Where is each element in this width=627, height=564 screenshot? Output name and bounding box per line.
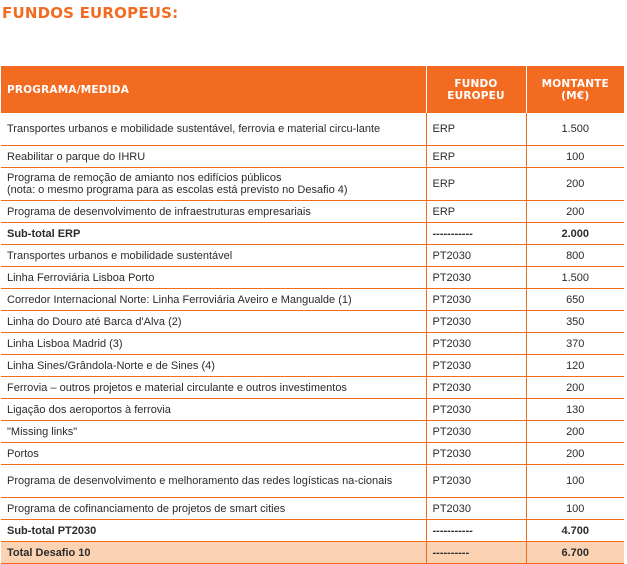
table-row: [1, 333, 624, 355]
montante-cell: 130: [526, 399, 624, 421]
page-title: FUNDOS EUROPEUS:: [2, 4, 179, 22]
montante-cell: 2.000: [526, 223, 624, 245]
programa-cell: Portos: [1, 443, 426, 465]
montante-cell: 1.500: [526, 267, 624, 289]
table-row: [1, 113, 624, 146]
montante-cell: 100: [526, 498, 624, 520]
programa-cell: Total Desafio 10: [1, 542, 426, 564]
total-row: [1, 542, 624, 564]
fundo-cell: PT2030: [426, 465, 526, 498]
fundo-cell: PT2030: [426, 311, 526, 333]
fundo-cell: PT2030: [426, 399, 526, 421]
fundo-cell: PT2030: [426, 443, 526, 465]
programa-cell: Reabilitar o parque do IHRU: [1, 146, 426, 168]
montante-cell: 200: [526, 168, 624, 201]
programa-cell: Sub-total ERP: [1, 223, 426, 245]
montante-cell: 200: [526, 443, 624, 465]
table-row: [1, 355, 624, 377]
table-row: [1, 399, 624, 421]
montante-cell: 100: [526, 465, 624, 498]
montante-cell: 1.500: [526, 113, 624, 146]
fundo-cell: PT2030: [426, 333, 526, 355]
programa-cell: Transportes urbanos e mobilidade sustentável: [1, 245, 426, 267]
table-row: [1, 421, 624, 443]
funds-table: [1, 66, 624, 564]
programa-cell: Linha Sines/Grândola-Norte e de Sines (4): [1, 355, 426, 377]
programa-cell: Corredor Internacional Norte: Linha Ferroviária Aveiro e Mangualde (1): [1, 289, 426, 311]
programa-cell: Linha Ferroviária Lisboa Porto: [1, 267, 426, 289]
table-row: [1, 465, 624, 498]
fundo-cell: PT2030: [426, 498, 526, 520]
montante-cell: 120: [526, 355, 624, 377]
montante-cell: 200: [526, 201, 624, 223]
montante-cell: 370: [526, 333, 624, 355]
montante-cell: 650: [526, 289, 624, 311]
fundo-cell: PT2030: [426, 421, 526, 443]
programa-cell: Ligação dos aeroportos à ferrovia: [1, 399, 426, 421]
fundo-cell: -----------: [426, 223, 526, 245]
programa-cell: Sub-total PT2030: [1, 520, 426, 542]
fundo-cell: ----------: [426, 542, 526, 564]
table-row: [1, 289, 624, 311]
fundo-cell: PT2030: [426, 267, 526, 289]
table-row: [1, 146, 624, 168]
fundo-cell: PT2030: [426, 289, 526, 311]
fundo-cell: PT2030: [426, 377, 526, 399]
programa-cell: "Missing links": [1, 421, 426, 443]
montante-cell: 800: [526, 245, 624, 267]
montante-cell: 200: [526, 421, 624, 443]
header-montante: MONTANTE (M€): [526, 66, 624, 113]
fundo-cell: ERP: [426, 146, 526, 168]
subtotal-row: [1, 520, 624, 542]
fundo-cell: ERP: [426, 168, 526, 201]
table-row: [1, 377, 624, 399]
fundo-cell: ERP: [426, 201, 526, 223]
programa-cell: Programa de remoção de amianto nos edifícios públicos (nota: o mesmo programa para as escolas está previsto no Desafio 4): [1, 168, 426, 201]
table-row: [1, 443, 624, 465]
fundo-cell: ERP: [426, 113, 526, 146]
montante-cell: 6.700: [526, 542, 624, 564]
table-row: [1, 201, 624, 223]
table-row: [1, 267, 624, 289]
programa-cell: Programa de desenvolvimento e melhoramento das redes logísticas na-cionais: [1, 465, 426, 498]
programa-cell: Linha do Douro até Barca d'Alva (2): [1, 311, 426, 333]
fundo-cell: -----------: [426, 520, 526, 542]
table-row: [1, 498, 624, 520]
montante-cell: 100: [526, 146, 624, 168]
programa-cell: Transportes urbanos e mobilidade sustentável, ferrovia e material circu-lante: [1, 113, 426, 146]
montante-cell: 200: [526, 377, 624, 399]
programa-cell: Programa de desenvolvimento de infraestruturas empresariais: [1, 201, 426, 223]
subtotal-row: [1, 223, 624, 245]
programa-cell: Linha Lisboa Madrid (3): [1, 333, 426, 355]
header-programa: PROGRAMA/MEDIDA: [1, 66, 426, 113]
header-fundo: FUNDO EUROPEU: [426, 66, 526, 113]
programa-cell: Programa de cofinanciamento de projetos de smart cities: [1, 498, 426, 520]
table-row: [1, 245, 624, 267]
fundo-cell: PT2030: [426, 355, 526, 377]
table-row: [1, 168, 624, 201]
montante-cell: 350: [526, 311, 624, 333]
programa-cell: Ferrovia – outros projetos e material circulante e outros investimentos: [1, 377, 426, 399]
table-row: [1, 311, 624, 333]
fundo-cell: PT2030: [426, 245, 526, 267]
montante-cell: 4.700: [526, 520, 624, 542]
table-header-row: [1, 66, 624, 113]
